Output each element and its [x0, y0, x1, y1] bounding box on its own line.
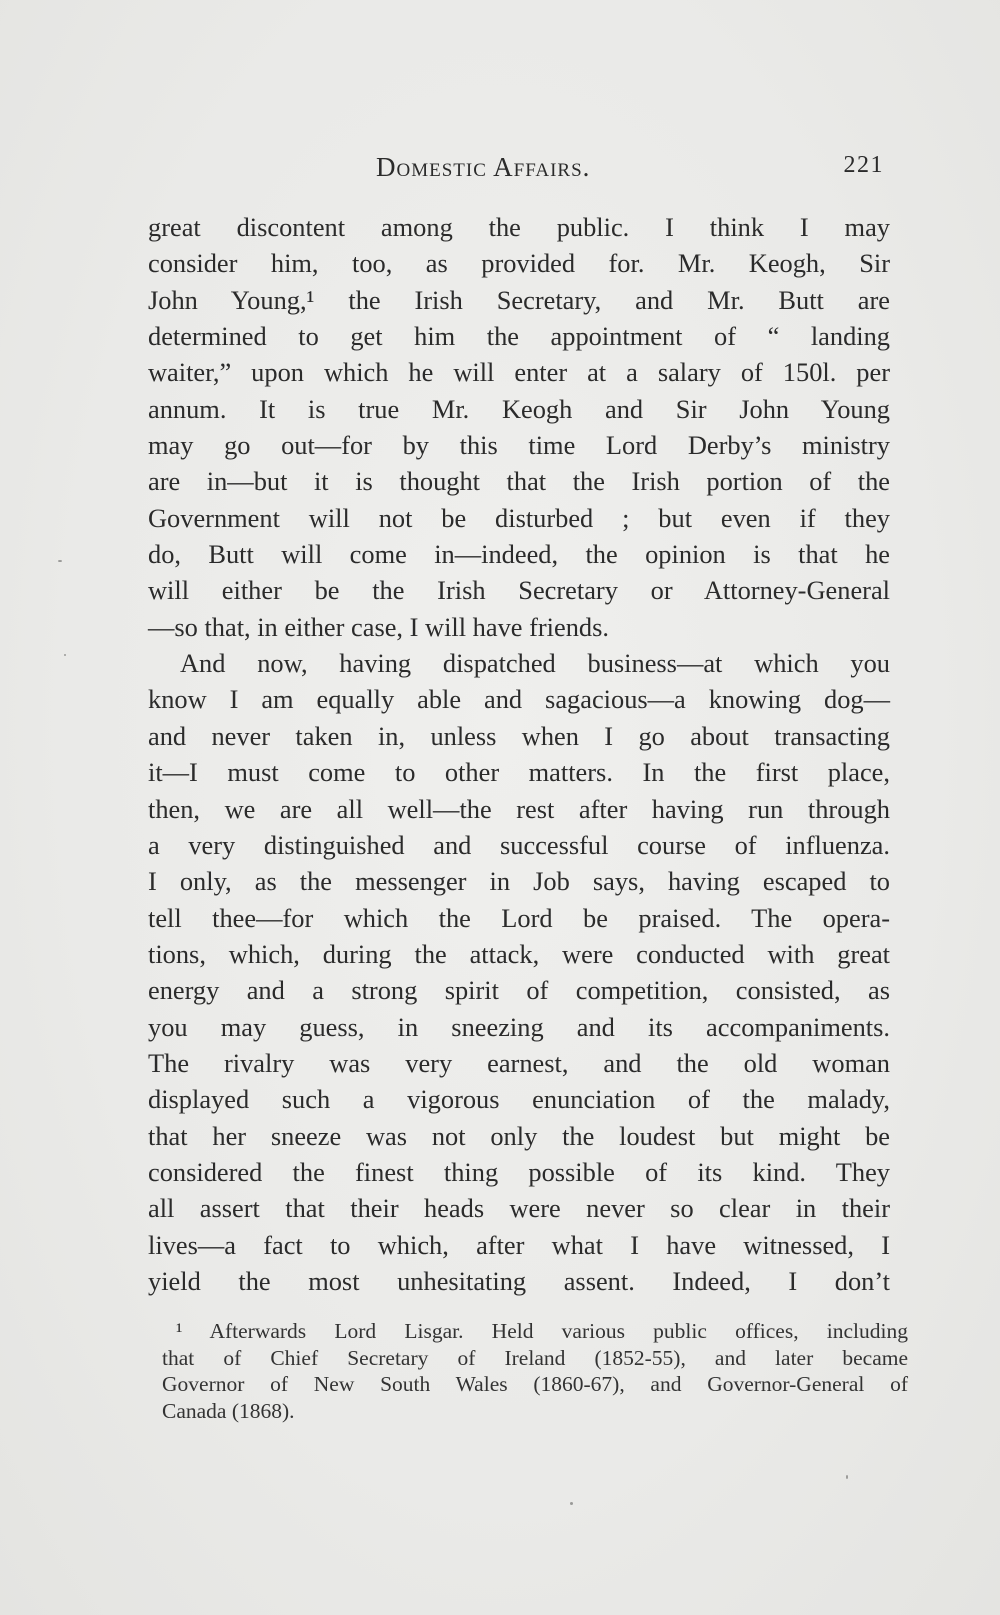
text-line: a very distinguished and successful course of influenza. [148, 829, 890, 860]
text-line: displayed such a vigorous enunciation of the malady, [148, 1084, 890, 1115]
text-line: consider him, too, as provided for. Mr. Keogh, Sir [148, 248, 890, 279]
running-head: Domestic Affairs. [376, 152, 591, 182]
paragraph-start-line: And now, having dispatched business—at which you [180, 648, 890, 679]
text-line: Government will not be disturbed ; but even if they [148, 502, 890, 533]
text-line: great discontent among the public. I think I may [148, 212, 890, 242]
footnote-line: ¹ Afterwards Lord Lisgar. Held various public offices, including [176, 1319, 908, 1343]
text-line: you may guess, in sneezing and its accompaniments. [148, 1011, 890, 1042]
footnote-line: that of Chief Secretary of Ireland (1852-55), and later became [162, 1345, 908, 1370]
text-line: that her sneeze was not only the loudest but might be [148, 1120, 890, 1151]
text-line: will either be the Irish Secretary or Attorney-General [148, 575, 890, 606]
text-line: then, we are all well—the rest after having run through [148, 793, 890, 824]
paper-speck [570, 1502, 573, 1505]
text-line: may go out—for by this time Lord Derby’s ministry [148, 430, 890, 461]
footnote-line: Governor of New South Wales (1860-67), and Governor-General of [162, 1372, 908, 1397]
text-line: considered the finest thing possible of its kind. They [148, 1156, 890, 1187]
text-line: energy and a strong spirit of competition, consisted, as [148, 975, 890, 1006]
text-line: The rivalry was very earnest, and the old woman [148, 1047, 890, 1078]
text-line: determined to get him the appointment of “ landing [148, 321, 890, 352]
page-header [148, 152, 890, 192]
paper-speck [58, 560, 62, 562]
text-line: tions, which, during the attack, were conducted with great [148, 938, 890, 969]
footnote-line: Canada (1868). [162, 1398, 295, 1423]
text-line: are in—but it is thought that the Irish portion of the [148, 466, 890, 497]
text-line: tell thee—for which the Lord be praised. The opera- [148, 902, 890, 933]
text-line: know I am equally able and sagacious—a knowing dog— [148, 684, 890, 715]
text-line: all assert that their heads were never so clear in their [148, 1193, 890, 1224]
text-line: annum. It is true Mr. Keogh and Sir John Young [148, 393, 890, 424]
text-line: it—I must come to other matters. In the first place, [148, 757, 890, 788]
text-line: waiter,” upon which he will enter at a salary of 150l. per [148, 357, 890, 388]
footnote [162, 1318, 908, 1424]
paper-speck [846, 1475, 848, 1479]
text-line: lives—a fact to which, after what I have witnessed, I [148, 1229, 890, 1260]
text-line: John Young,¹ the Irish Secretary, and Mr. Butt are [148, 284, 890, 315]
text-line: and never taken in, unless when I go about transacting [148, 720, 890, 751]
text-line: yield the most unhesitating assent. Indeed, I don’t [148, 1265, 890, 1296]
text-line: —so that, in either case, I will have friends. [148, 611, 609, 642]
body-text [148, 209, 890, 1299]
text-line: I only, as the messenger in Job says, having escaped to [148, 866, 890, 897]
paper-speck [64, 654, 66, 656]
page-number: 221 [843, 152, 884, 178]
text-line: do, Butt will come in—indeed, the opinion is that he [148, 539, 890, 570]
